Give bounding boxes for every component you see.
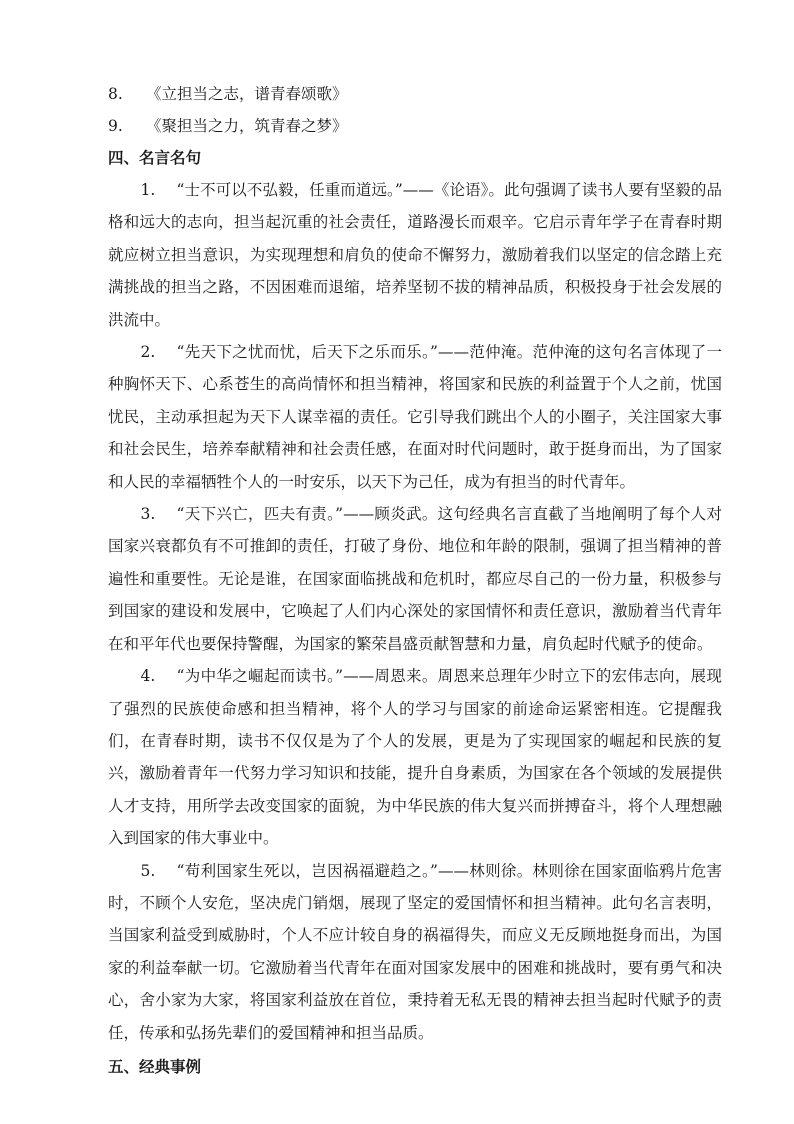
quote-paragraph [108, 660, 722, 854]
paragraph-number: 3. [140, 505, 156, 524]
document-body [108, 78, 722, 1083]
list-item [108, 110, 722, 142]
quote-paragraph [108, 855, 722, 1049]
section-heading-four: 四、名言名句 [108, 149, 202, 167]
list-item-number: 8. [108, 85, 123, 103]
paragraph-number: 5. [140, 861, 156, 880]
paragraph-text: “苟利国家生死以，岂因祸福避趋之。”——林则徐。林则徐在国家面临鸦片危害时，不顾个人安危，坚决虎门销烟，展现了坚定的爱国情怀和担当精神。此句名言表明，当国家利益受到威胁时，个人不应计较自身的祸福得失，而应义无反顾地挺身而出，为国家的利益奉献一切。它激励着当代青年在面对国家发展中的困难和挑战时，要有勇气和决心，舍小家为大家，将国家利益放在首位，秉持着无私无畏的精神去担当起时代赋予的责任，传承和弘扬先辈们的爱国精神和担当品质。 [108, 861, 722, 1042]
quote-paragraph [108, 336, 722, 498]
paragraph-number: 1. [140, 181, 156, 199]
list-item-text: 《聚担当之力，筑青春之梦》 [146, 117, 348, 135]
list-item [108, 78, 722, 110]
list-item-text: 《立担当之志，谱青春颂歌》 [146, 85, 348, 103]
paragraph-text: “士不可以不弘毅，任重而道远。”——《论语》。此句强调了读书人要有坚毅的品格和远大的志向，担当起沉重的社会责任，道路漫长而艰辛。它启示青年学子在青春时期就应树立担当意识，为实现理想和肩负的使命不懈努力，激励着我们以坚定的信念踏上充满挑战的担当之路，不因困难而退缩，培养坚韧不拔的精神品质，积极投身于社会发展的洪流中。 [108, 181, 722, 329]
quote-paragraph [108, 174, 722, 336]
paragraph-number: 2. [140, 343, 156, 362]
paragraph-text: “先天下之忧而忧，后天下之乐而乐。”——范仲淹。范仲淹的这句名言体现了一种胸怀天下、心系苍生的高尚情怀和担当精神，将国家和民族的利益置于个人之前，忧国忧民，主动承担起为天下人谋幸福的责任。它引导我们跳出个人的小圈子，关注国家大事和社会民生，培养奉献精神和社会责任感，在面对时代问题时，敢于挺身而出，为了国家和人民的幸福牺牲个人的一时安乐，以天下为己任，成为有担当的时代青年。 [108, 343, 722, 491]
quote-paragraph [108, 498, 722, 660]
paragraph-number: 4. [140, 667, 156, 686]
list-item-number: 9. [108, 117, 123, 135]
section-heading-five: 五、经典事例 [108, 1057, 202, 1076]
paragraph-text: “天下兴亡，匹夫有责。”——顾炎武。这句经典名言直截了当地阐明了每个人对国家兴衰都负有不可推卸的责任，打破了身份、地位和年龄的限制，强调了担当精神的普遍性和重要性。无论是谁，在国家面临挑战和危机时，都应尽自己的一份力量，积极参与到国家的建设和发展中，它唤起了人们内心深处的家国情怀和责任意识，激励着当代青年在和平年代也要保持警醒，为国家的繁荣昌盛贡献智慧和力量，肩负起时代赋予的使命。 [108, 505, 722, 653]
paragraph-text: “为中华之崛起而读书。”——周恩来。周恩来总理年少时立下的宏伟志向，展现了强烈的民族使命感和担当精神，将个人的学习与国家的前途命运紧密相连。它提醒我们，在青春时期，读书不仅仅是为了个人的发展，更是为了实现国家的崛起和民族的复兴，激励着青年一代努力学习知识和技能，提升自身素质，为国家在各个领域的发展提供人才支持，用所学去改变国家的面貌，为中华民族的伟大复兴而拼搏奋斗，将个人理想融入到国家的伟大事业中。 [108, 667, 722, 848]
